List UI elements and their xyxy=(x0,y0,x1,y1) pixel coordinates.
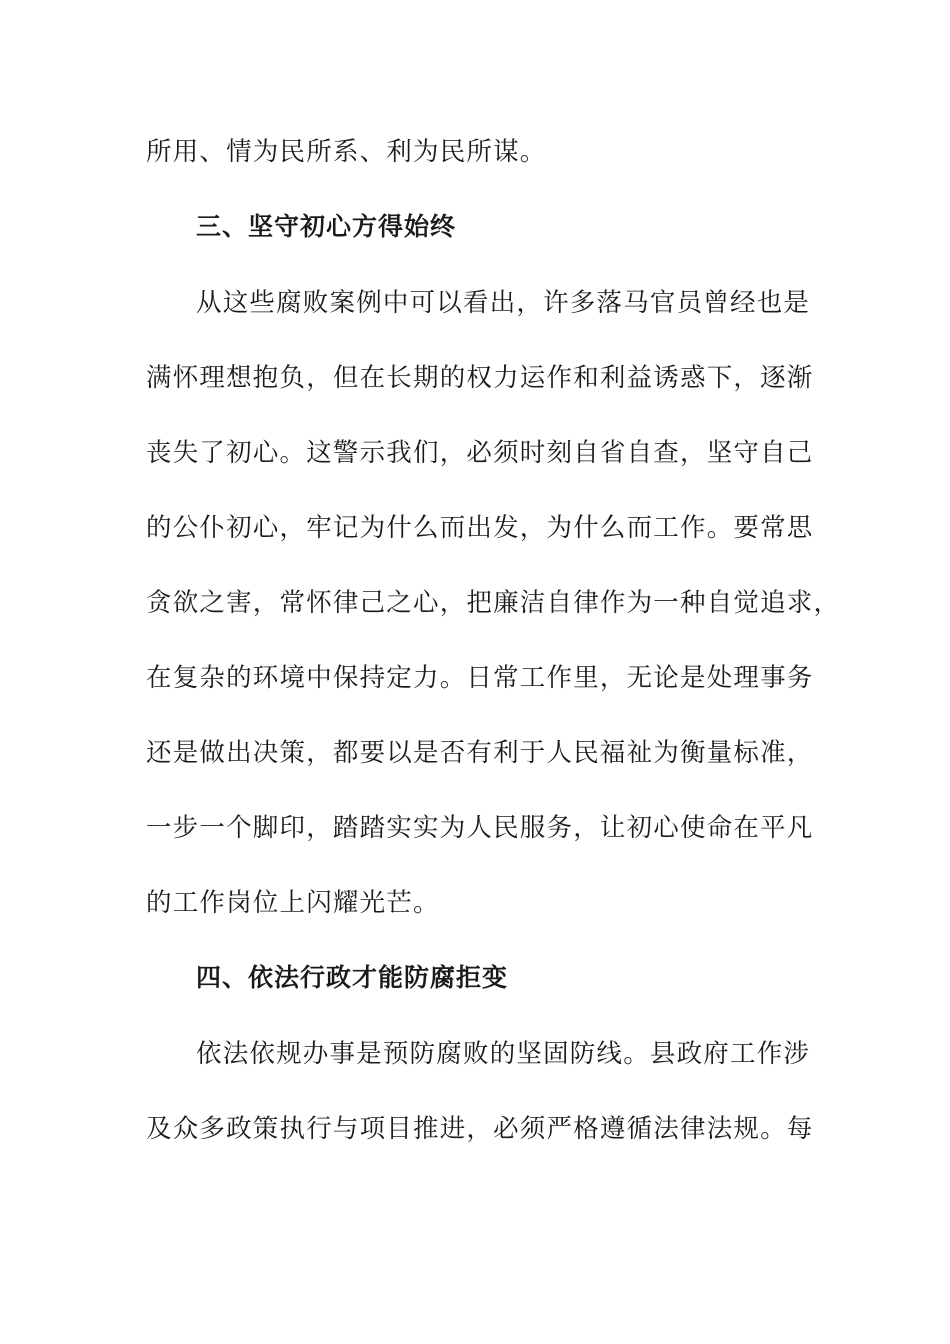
paragraph-line: 贪欲之害，常怀律己之心，把廉洁自律作为一种自觉追求， xyxy=(146,588,841,618)
section-heading-4: 四、依法行政才能防腐拒变 xyxy=(196,963,509,992)
paragraph-line: 丧失了初心。这警示我们，必须时刻自省自查，坚守自己 xyxy=(146,438,814,468)
paragraph-line: 一步一个脚印，踏踏实实为人民服务，让初心使命在平凡 xyxy=(146,813,814,843)
paragraph-line: 从这些腐败案例中可以看出，许多落马官员曾经也是 xyxy=(196,288,811,318)
paragraph-line: 所用、情为民所系、利为民所谋。 xyxy=(146,137,547,167)
paragraph-line: 及众多政策执行与项目推进，必须严格遵循法律法规。每 xyxy=(146,1114,814,1144)
paragraph-line: 满怀理想抱负，但在长期的权力运作和利益诱惑下，逐渐 xyxy=(146,363,814,393)
paragraph-line: 依法依规办事是预防腐败的坚固防线。县政府工作涉 xyxy=(196,1039,811,1069)
paragraph-line: 还是做出决策，都要以是否有利于人民福祉为衡量标准， xyxy=(146,738,814,768)
paragraph-line: 在复杂的环境中保持定力。日常工作里，无论是处理事务 xyxy=(146,663,814,693)
paragraph-line: 的公仆初心，牢记为什么而出发，为什么而工作。要常思 xyxy=(146,513,814,543)
paragraph-line: 的工作岗位上闪耀光芒。 xyxy=(146,888,440,918)
section-heading-3: 三、坚守初心方得始终 xyxy=(196,212,457,241)
